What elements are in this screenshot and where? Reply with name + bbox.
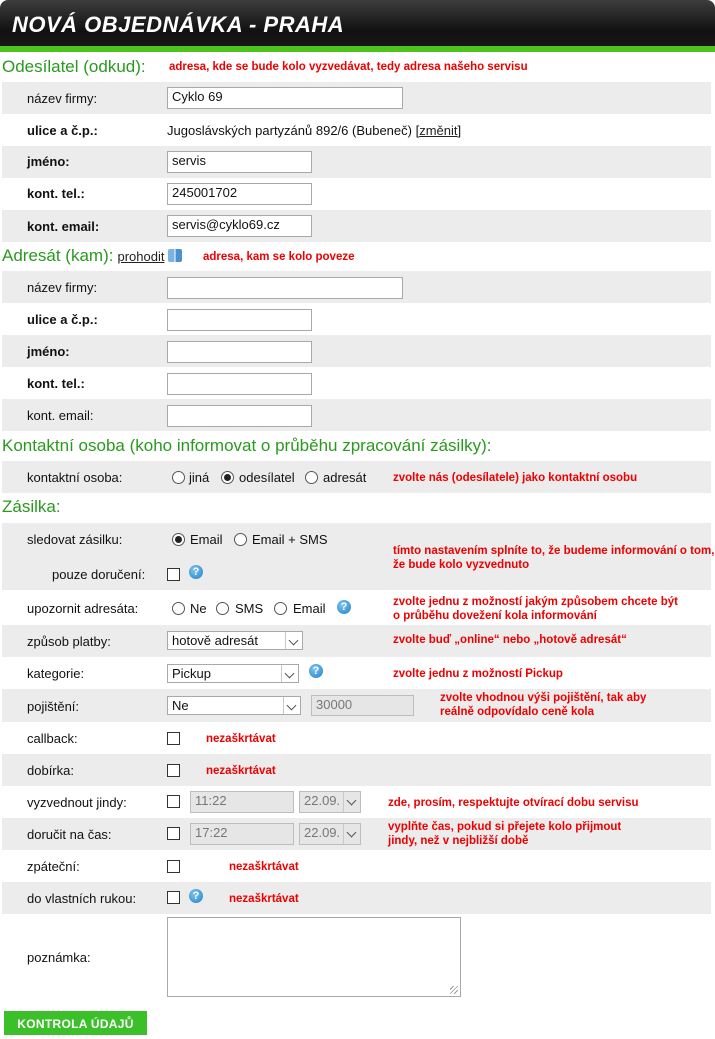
own-hands-label: do vlastních rukou: [27,891,137,906]
notify-option-no: Ne [190,601,207,616]
contact-option-recipient: adresát [323,470,367,485]
contact-radio-recipient[interactable] [305,471,318,484]
pickup-time-input[interactable]: 11:22 [190,791,294,813]
recipient-phone-label: kont. tel.: [27,376,85,391]
sender-note: adresa, kde se bude kolo vyzvedávat, tedy adresa našeho servisu [169,61,528,73]
notify-note: zvolte jednu z možností jakým způsobem chcete být o průběhu dovežení kola informování [393,596,679,622]
insurance-note: zvolte vhodnou výši pojištění, tak aby reálně odpovídalo ceně kola [440,692,647,718]
recipient-phone-input[interactable] [167,373,312,395]
callback-note: nezaškrtávat [206,733,276,745]
payment-label: způsob platby: [27,634,111,649]
own-hands-note: nezaškrtávat [229,893,299,905]
sender-email-row [2,210,711,242]
header-accent-bar [0,46,715,52]
pickup-other-label: vyzvednout jindy: [27,795,127,810]
sender-email-label: kont. email: [27,219,100,234]
shipment-section-title: Zásilka: [2,497,61,516]
swap-link[interactable]: prohodit [117,249,165,264]
insurance-select[interactable]: Ne [167,696,301,715]
payment-row [2,625,711,657]
category-row [2,657,711,689]
insurance-row [2,689,711,722]
own-hands-help-icon[interactable]: ? [189,889,203,903]
delivery-only-label: pouze doručení: [52,567,146,582]
contact-option-sender: odesílatel [239,470,295,485]
notify-radio-email[interactable] [274,602,287,615]
chevron-down-icon [281,665,298,682]
sender-street-row [2,114,711,146]
sender-phone-row [2,178,711,210]
remark-row [2,914,711,1002]
remark-textarea[interactable] [167,917,461,997]
callback-checkbox[interactable] [167,732,180,745]
recipient-company-label: název firmy: [27,280,98,295]
recipient-street-label: ulice a č.p.: [27,312,98,327]
pickup-other-checkbox[interactable] [167,795,180,808]
sender-name-row [2,146,711,178]
recipient-email-row [2,399,711,431]
contact-person-row [2,461,711,493]
notify-radio-no[interactable] [172,602,185,615]
own-hands-row [2,882,711,914]
deliver-note: vyplňte čas, pokud si přejete kolo přijmout jindy, než v nejbližší době [388,821,622,847]
insurance-amount-input[interactable]: 30000 [311,695,414,716]
category-note: zvolte jednu z možností Pickup [393,668,563,680]
recipient-company-row [2,271,711,303]
chevron-down-icon [285,632,302,649]
cod-label: dobírka: [27,763,74,778]
track-label: sledovat zásilku: [27,532,123,547]
cod-checkbox[interactable] [167,764,180,777]
cod-note: nezaškrtávat [206,765,276,777]
contact-section-title: Kontaktní osoba (koho informovat o průběhu zpracování zásilky): [2,436,492,455]
page-title: NOVÁ OBJEDNÁVKA - PRAHA [12,12,345,37]
remark-label: poznámka: [27,950,91,965]
delivery-only-checkbox[interactable] [167,568,180,581]
sender-phone-input[interactable]: 245001702 [167,183,312,205]
track-option-email-sms: Email + SMS [252,532,328,547]
track-note: tímto nastavením splníte to, že budeme informování o tom, že bude kolo vyzvednuto [393,545,715,571]
sender-section-title: Odesílatel (odkud): [2,57,146,76]
recipient-name-input[interactable] [167,341,312,363]
swap-arrows-icon[interactable] [168,249,182,262]
sender-street-value: Jugoslávských partyzánů 892/6 (Bubeneč) [změnit] [167,123,462,138]
recipient-phone-row [2,367,711,399]
payment-note: zvolte buď „online“ nebo „hotově adresát“ [393,634,627,646]
contact-person-label: kontaktní osoba: [27,470,123,485]
recipient-street-input[interactable] [167,309,312,331]
return-note: nezaškrtávat [229,861,299,873]
notify-row [2,592,711,624]
recipient-company-input[interactable] [167,277,403,299]
recipient-note: adresa, kam se kolo poveze [203,251,355,263]
page-header [0,0,715,52]
callback-label: callback: [27,731,78,746]
deliver-time-row [2,818,711,850]
sender-company-label: název firmy: [27,91,98,106]
category-select[interactable]: Pickup [167,664,299,683]
callback-row [2,722,711,754]
recipient-street-row [2,303,711,335]
track-radio-email-sms[interactable] [234,533,247,546]
notify-option-email: Email [293,601,326,616]
recipient-section-title: Adresát (kam): prohodit [2,246,182,266]
insurance-label: pojištění: [27,699,80,714]
deliver-time-input[interactable]: 17:22 [190,823,294,845]
check-details-button[interactable]: KONTROLA ÚDAJŮ [4,1011,147,1035]
track-option-email: Email [190,532,223,547]
sender-company-input[interactable]: Cyklo 69 [167,87,403,109]
sender-street-label: ulice a č.p.: [27,123,98,138]
deliver-time-checkbox[interactable] [167,827,180,840]
category-help-icon[interactable]: ? [309,664,323,678]
change-address-link[interactable]: změnit [419,123,458,138]
notify-label: upozornit adresáta: [27,601,139,616]
deliver-date-select[interactable]: 22.09. [299,823,361,845]
sender-email-input[interactable]: servis@cyklo69.cz [167,215,312,237]
pickup-other-row [2,786,711,818]
sender-company-row [2,82,711,114]
category-label: kategorie: [27,666,85,681]
notify-radio-sms[interactable] [216,602,229,615]
sender-name-label: jméno: [27,154,70,169]
own-hands-checkbox[interactable] [167,891,180,904]
chevron-down-icon [343,824,360,844]
cod-row [2,754,711,786]
delivery-only-help-icon[interactable]: ? [189,565,203,579]
return-row [2,850,711,882]
chevron-down-icon [283,697,300,714]
track-row [2,523,715,590]
chevron-down-icon [343,792,360,812]
contact-option-other: jiná [189,470,210,485]
sender-phone-label: kont. tel.: [27,186,85,201]
notify-option-sms: SMS [235,601,264,616]
payment-select[interactable]: hotově adresát [167,631,303,650]
sender-name-input[interactable]: servis [167,151,312,173]
deliver-time-label: doručit na čas: [27,827,112,842]
contact-radio-other[interactable] [172,471,185,484]
pickup-note: zde, prosím, respektujte otvírací dobu servisu [388,797,639,809]
track-radio-email[interactable] [172,533,185,546]
return-checkbox[interactable] [167,860,180,873]
contact-radio-sender[interactable] [221,471,234,484]
recipient-name-row [2,335,711,367]
notify-help-icon[interactable]: ? [337,600,351,614]
pickup-date-select[interactable]: 22.09. [299,791,361,813]
recipient-email-label: kont. email: [27,408,94,423]
recipient-name-label: jméno: [27,344,70,359]
return-label: zpáteční: [27,859,80,874]
contact-note: zvolte nás (odesílatele) jako kontaktní osobu [393,472,638,484]
recipient-email-input[interactable] [167,405,312,427]
resize-grip-icon[interactable] [450,986,458,994]
